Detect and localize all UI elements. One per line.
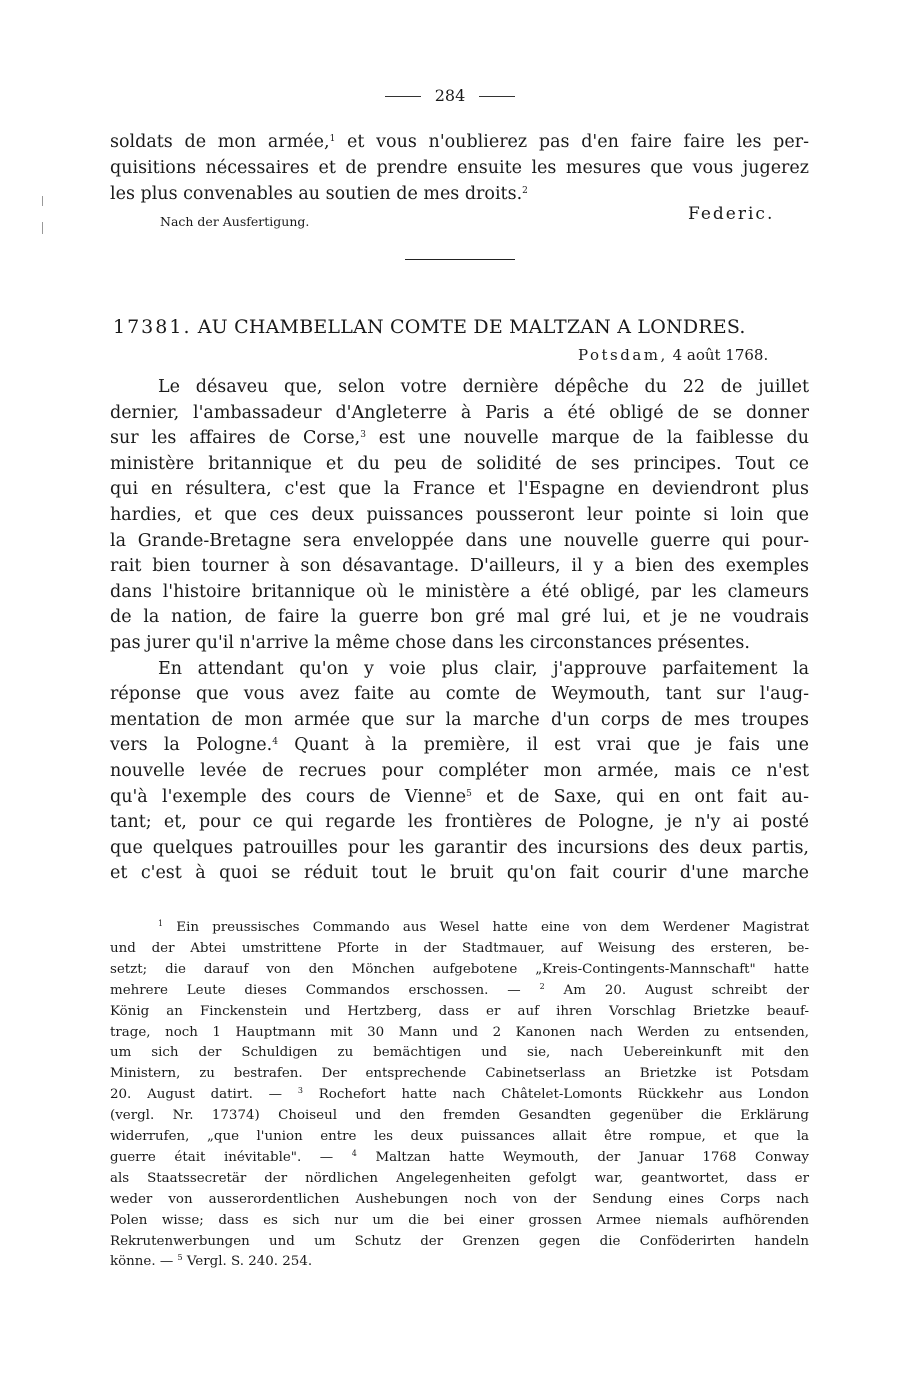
margin-mark [42,196,43,206]
footnote-marker: 1 [158,919,164,928]
line-text: setzt; die darauf von den Mönchen aufgebotene „Kreis-Contingents-Mannschaft" hatte [110,961,809,977]
line-text: et c'est à quoi se réduit tout le bruit qu'on fait courir d'une marche [110,863,809,884]
footnote-line [110,960,809,980]
footnote-line [110,1043,809,1063]
margin-mark [42,222,43,234]
text-line [110,708,809,733]
letter-heading [113,316,746,338]
line-text: la Grande-Bretagne sera enveloppée dans une nouvelle guerre qui pour- [110,530,809,551]
source-note: Nach der Ausfertigung. [160,214,310,229]
line-text: rait bien tourner à son désavantage. D'ailleurs, il y a bien des exemples [110,556,809,577]
text-line [110,580,809,605]
footnote-line [110,1127,809,1147]
line-text: qui en résultera, c'est que la France et l'Espagne en deviendront plus [110,479,809,500]
line-text: sur les affaires de Corse, [110,428,361,449]
line-text: quisitions nécessaires et de prendre ensuite les mesures que vous jugerez [110,158,809,178]
footnote-line [110,1232,809,1252]
line-text: nouvelle levée de recrues pour compléter mon armée, mais ce n'est [110,761,809,781]
page-number-dash-right [479,96,515,97]
line-text: qu'à l'exemple des cours de Vienne [110,786,467,807]
text-line [110,810,809,835]
footnote-line [110,1023,809,1043]
line-text: widerrufen, „que l'union entre les deux puissances allait être rompue, et que la [110,1129,809,1144]
footnote-line [110,1190,809,1210]
line-text: Polen wisse; dass es sich nur um die bei einer grossen Armee niemals aufhörenden [110,1212,809,1228]
line-text-continued: Vergl. S. 240. 254. [182,1254,313,1270]
line-text-continued: est une nouvelle marque de la faiblesse du [365,428,810,449]
footnote-line [110,1211,809,1231]
footnote-reference: 5 [466,788,472,799]
footnote-reference: 4 [351,1148,357,1158]
line-text: als Staatssecretär der nördlichen Angelegenheiten gefolgt war, geantwortet, dass er [110,1170,809,1186]
letter-number: 17381. [113,316,192,338]
line-text-continued: Rochefort hatte nach Châtelet-Lomonts Rückkehr aus London [302,1087,809,1103]
footnote-reference: 4 [272,737,278,748]
text-line [110,130,809,155]
page-number-text: 284 [434,86,466,105]
text-line [110,503,809,528]
footnote-line [110,1106,809,1126]
text-line [110,785,809,810]
footnote-line [110,939,809,959]
line-text: und der Abtei umstrittene Pforte in der Stadtmauer, auf Weisung des ersteren, be- [110,940,809,956]
line-text: hardies, et que ces deux puissances pousseront leur pointe si loin que [110,505,809,525]
line-text: de la nation, de faire la guerre bon gré mal gré lui, et je ne voudrais [110,607,809,628]
text-line [110,426,809,451]
footnote-reference: 3 [360,430,366,441]
line-text-continued: et de Saxe, qui en ont fait au- [471,786,809,807]
footnote-line [110,1002,809,1022]
line-text: pas jurer qu'il n'arrive la même chose dans les circonstances présentes. [110,633,750,653]
text-line [110,605,809,630]
text-line [110,759,809,784]
letter-place: Potsdam, [578,346,668,364]
letter-title: AU CHAMBELLAN COMTE DE MALTZAN A LONDRES. [197,316,746,338]
line-text: könne. — [110,1254,178,1270]
text-line [110,477,809,502]
footnote-reference: 3 [297,1086,303,1096]
footnote-line [110,1169,809,1189]
line-text: que quelques patrouilles pour les garantir des incursions des deux partis, [110,837,809,858]
line-text: vers la Pologne. [110,735,273,756]
line-text: les plus convenables au soutien de mes droits. [110,184,523,204]
footnote-line [110,1064,809,1084]
line-text-continued: Maltzan hatte Weymouth, der Januar 1768 Conway [356,1149,809,1165]
text-line [158,657,809,682]
footnote-line [110,1148,809,1168]
line-text: mentation de mon armée que sur la marche d'un corps de mes troupes [110,709,809,730]
footnote-line [110,981,809,1001]
page-number [0,86,900,105]
line-text: um sich der Schuldigen zu bemächtigen und sie, nach Uebereinkunft mit den [110,1045,809,1061]
footnote-reference: 2 [539,981,545,991]
footnote-reference: 2 [522,186,528,196]
line-text: ministère britannique et du peu de solidité de ses principes. Tout ce [110,453,809,474]
line-text: guerre était inévitable". — [110,1149,352,1165]
line-text: (vergl. Nr. 17374) Choiseul und den fremden Gesandten gegenüber die Erklärung [110,1108,809,1124]
text-line [110,836,809,861]
text-line [110,861,809,886]
text-line [110,682,809,707]
text-line [110,401,809,426]
line-text: Le désaveu que, selon votre dernière dépêche du 22 de juillet [158,377,809,397]
line-text: dans l'histoire britannique où le ministère a été obligé, par les clameurs [110,581,809,602]
line-text: Ministern, zu bestrafen. Der entsprechende Cabinetserlass an Brietzke ist Potsdam [110,1066,809,1082]
section-divider [405,259,515,260]
letter-dateline [578,346,768,364]
signature: Federic. [688,204,775,224]
text-line [110,733,809,758]
text-line [110,156,809,181]
line-text-continued: et vous n'oublierez pas d'en faire faire les per- [335,132,809,152]
line-text: mehrere Leute dieses Commandos erschossen. — [110,982,540,998]
line-text: soldats de mon armée, [110,132,330,152]
line-text: Ein preussisches Commando aus Wesel hatte eine von dem Werdener Magistrat [163,920,809,935]
page-number-dash-left [385,96,421,97]
text-line [110,452,809,477]
line-text: tant; et, pour ce qui regarde les frontières de Pologne, je n'y ai posté [110,812,809,833]
text-line [110,529,809,554]
footnote-reference: 1 [329,134,336,144]
line-text: Rekrutenwerbungen und um Schutz der Grenzen gegen die Conföderirten handeln [110,1233,809,1249]
line-text-continued: Quant à la première, il est vrai que je fais une [277,735,810,756]
footnote-line [158,918,809,938]
text-line [158,375,809,400]
footnote-line [110,1085,809,1105]
footnote-line [110,1252,809,1272]
line-text: réponse que vous avez faite au comte de Weymouth, tant sur l'aug- [110,684,809,705]
line-text: König an Finckenstein und Hertzberg, dass er auf ihren Vorschlag Brietzke beauf- [110,1003,809,1019]
text-line [110,631,809,656]
letter-date: 4 août 1768. [672,346,769,364]
line-text: En attendant qu'on y voie plus clair, j'approuve parfaitement la [158,658,809,679]
line-text: trage, noch 1 Hauptmann mit 30 Mann und 2 Kanonen nach Werden zu entsenden, [110,1024,809,1040]
text-line [110,554,809,579]
line-text: 20. August datirt. — [110,1087,298,1103]
line-text: dernier, l'ambassadeur d'Angleterre à Paris a été obligé de se donner [110,402,809,423]
footnote-reference: 5 [177,1253,183,1263]
line-text-continued: Am 20. August schreibt der [544,982,809,998]
line-text: weder von ausserordentlichen Aushebungen noch von der Sendung eines Corps nach [110,1191,809,1207]
